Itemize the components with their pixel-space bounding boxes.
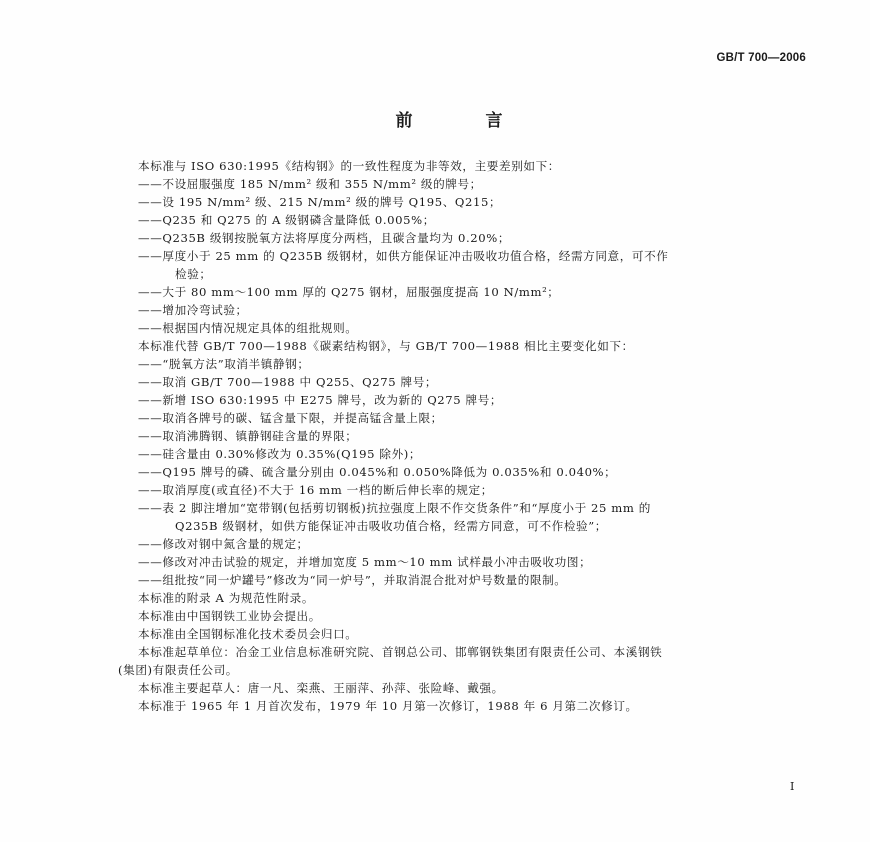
page-title: 前 言 xyxy=(395,111,531,131)
text-line: (集团)有限责任公司。 xyxy=(118,663,238,677)
text-line: ——取消厚度(或直径)不大于 16 mm 一档的断后伸长率的规定； xyxy=(138,483,493,497)
text-line: 本标准代替 GB/T 700—1988《碳素结构钢》，与 GB/T 700—1988 相比主要变化如下： xyxy=(138,339,634,353)
foreword-body xyxy=(118,157,818,715)
text-line: ——厚度小于 25 mm 的 Q235B 级钢材，如供方能保证冲击吸收功值合格，经需方同意，可不作 xyxy=(138,249,669,263)
text-line: ——Q235 和 Q275 的 A 级钢磷含量降低 0.005%； xyxy=(138,213,435,227)
page-number: I xyxy=(790,780,795,793)
text-line: ——取消 GB/T 700—1988 中 Q255、Q275 牌号； xyxy=(138,375,438,389)
text-line: ——Q235B 级钢按脱氧方法将厚度分两档，且碳含量均为 0.20%； xyxy=(138,231,511,245)
text-line: 本标准由中国钢铁工业协会提出。 xyxy=(138,609,321,623)
text-line: 本标准的附录 A 为规范性附录。 xyxy=(138,591,315,605)
text-line: ——修改对钢中氮含量的规定； xyxy=(138,537,309,551)
text-line: ——设 195 N/mm² 级、215 N/mm² 级的牌号 Q195、Q215； xyxy=(138,195,502,209)
text-line: 本标准由全国钢标准化技术委员会归口。 xyxy=(138,627,358,641)
text-line: ——“脱氧方法”取消半镇静钢； xyxy=(138,357,310,371)
text-line: 本标准起草单位：冶金工业信息标准研究院、首钢总公司、邯郸钢铁集团有限责任公司、本溪钢铁 xyxy=(138,645,663,659)
text-line: ——不设屈服强度 185 N/mm² 级和 355 N/mm² 级的牌号； xyxy=(138,177,482,191)
text-line: ——取消各牌号的碳、锰含量下限，并提高锰含量上限； xyxy=(138,411,443,425)
text-line: ——新增 ISO 630:1995 中 E275 牌号，改为新的 Q275 牌号； xyxy=(138,393,503,407)
text-line: ——取消沸腾钢、镇静钢硅含量的界限； xyxy=(138,429,358,443)
text-line: ——Q195 牌号的磷、硫含量分别由 0.045%和 0.050%降低为 0.035%和 0.040%； xyxy=(138,465,617,479)
standard-code: GB/T 700—2006 xyxy=(716,52,806,64)
text-line: ——增加冷弯试验； xyxy=(138,303,248,317)
text-line: 检验； xyxy=(175,267,212,281)
text-line: ——大于 80 mm～100 mm 厚的 Q275 钢材，屈服强度提高 10 N/mm²； xyxy=(138,285,560,299)
text-line: 本标准与 ISO 630:1995《结构钢》的一致性程度为非等效，主要差别如下： xyxy=(138,159,560,173)
text-line: Q235B 级钢材，如供方能保证冲击吸收功值合格，经需方同意，可不作检验”； xyxy=(175,519,607,533)
text-line: ——修改对冲击试验的规定，并增加宽度 5 mm～10 mm 试样最小冲击吸收功图； xyxy=(138,555,592,569)
text-line: ——根据国内情况规定具体的组批规则。 xyxy=(138,321,358,335)
text-line: ——硅含量由 0.30%修改为 0.35%(Q195 除外)； xyxy=(138,447,422,461)
text-line: 本标准于 1965 年 1 月首次发布，1979 年 10 月第一次修订，1988 年 6 月第二次修订。 xyxy=(138,699,638,713)
text-line: 本标准主要起草人：唐一凡、栾燕、王丽萍、孙萍、张险峰、戴强。 xyxy=(138,681,504,695)
text-line: ——组批按“同一炉罐号”修改为“同一炉号”，并取消混合批对炉号数量的限制。 xyxy=(138,573,567,587)
text-line: ——表 2 脚注增加“宽带钢(包括剪切钢板)抗拉强度上限不作交货条件”和“厚度小于 25 mm 的 xyxy=(138,501,651,515)
